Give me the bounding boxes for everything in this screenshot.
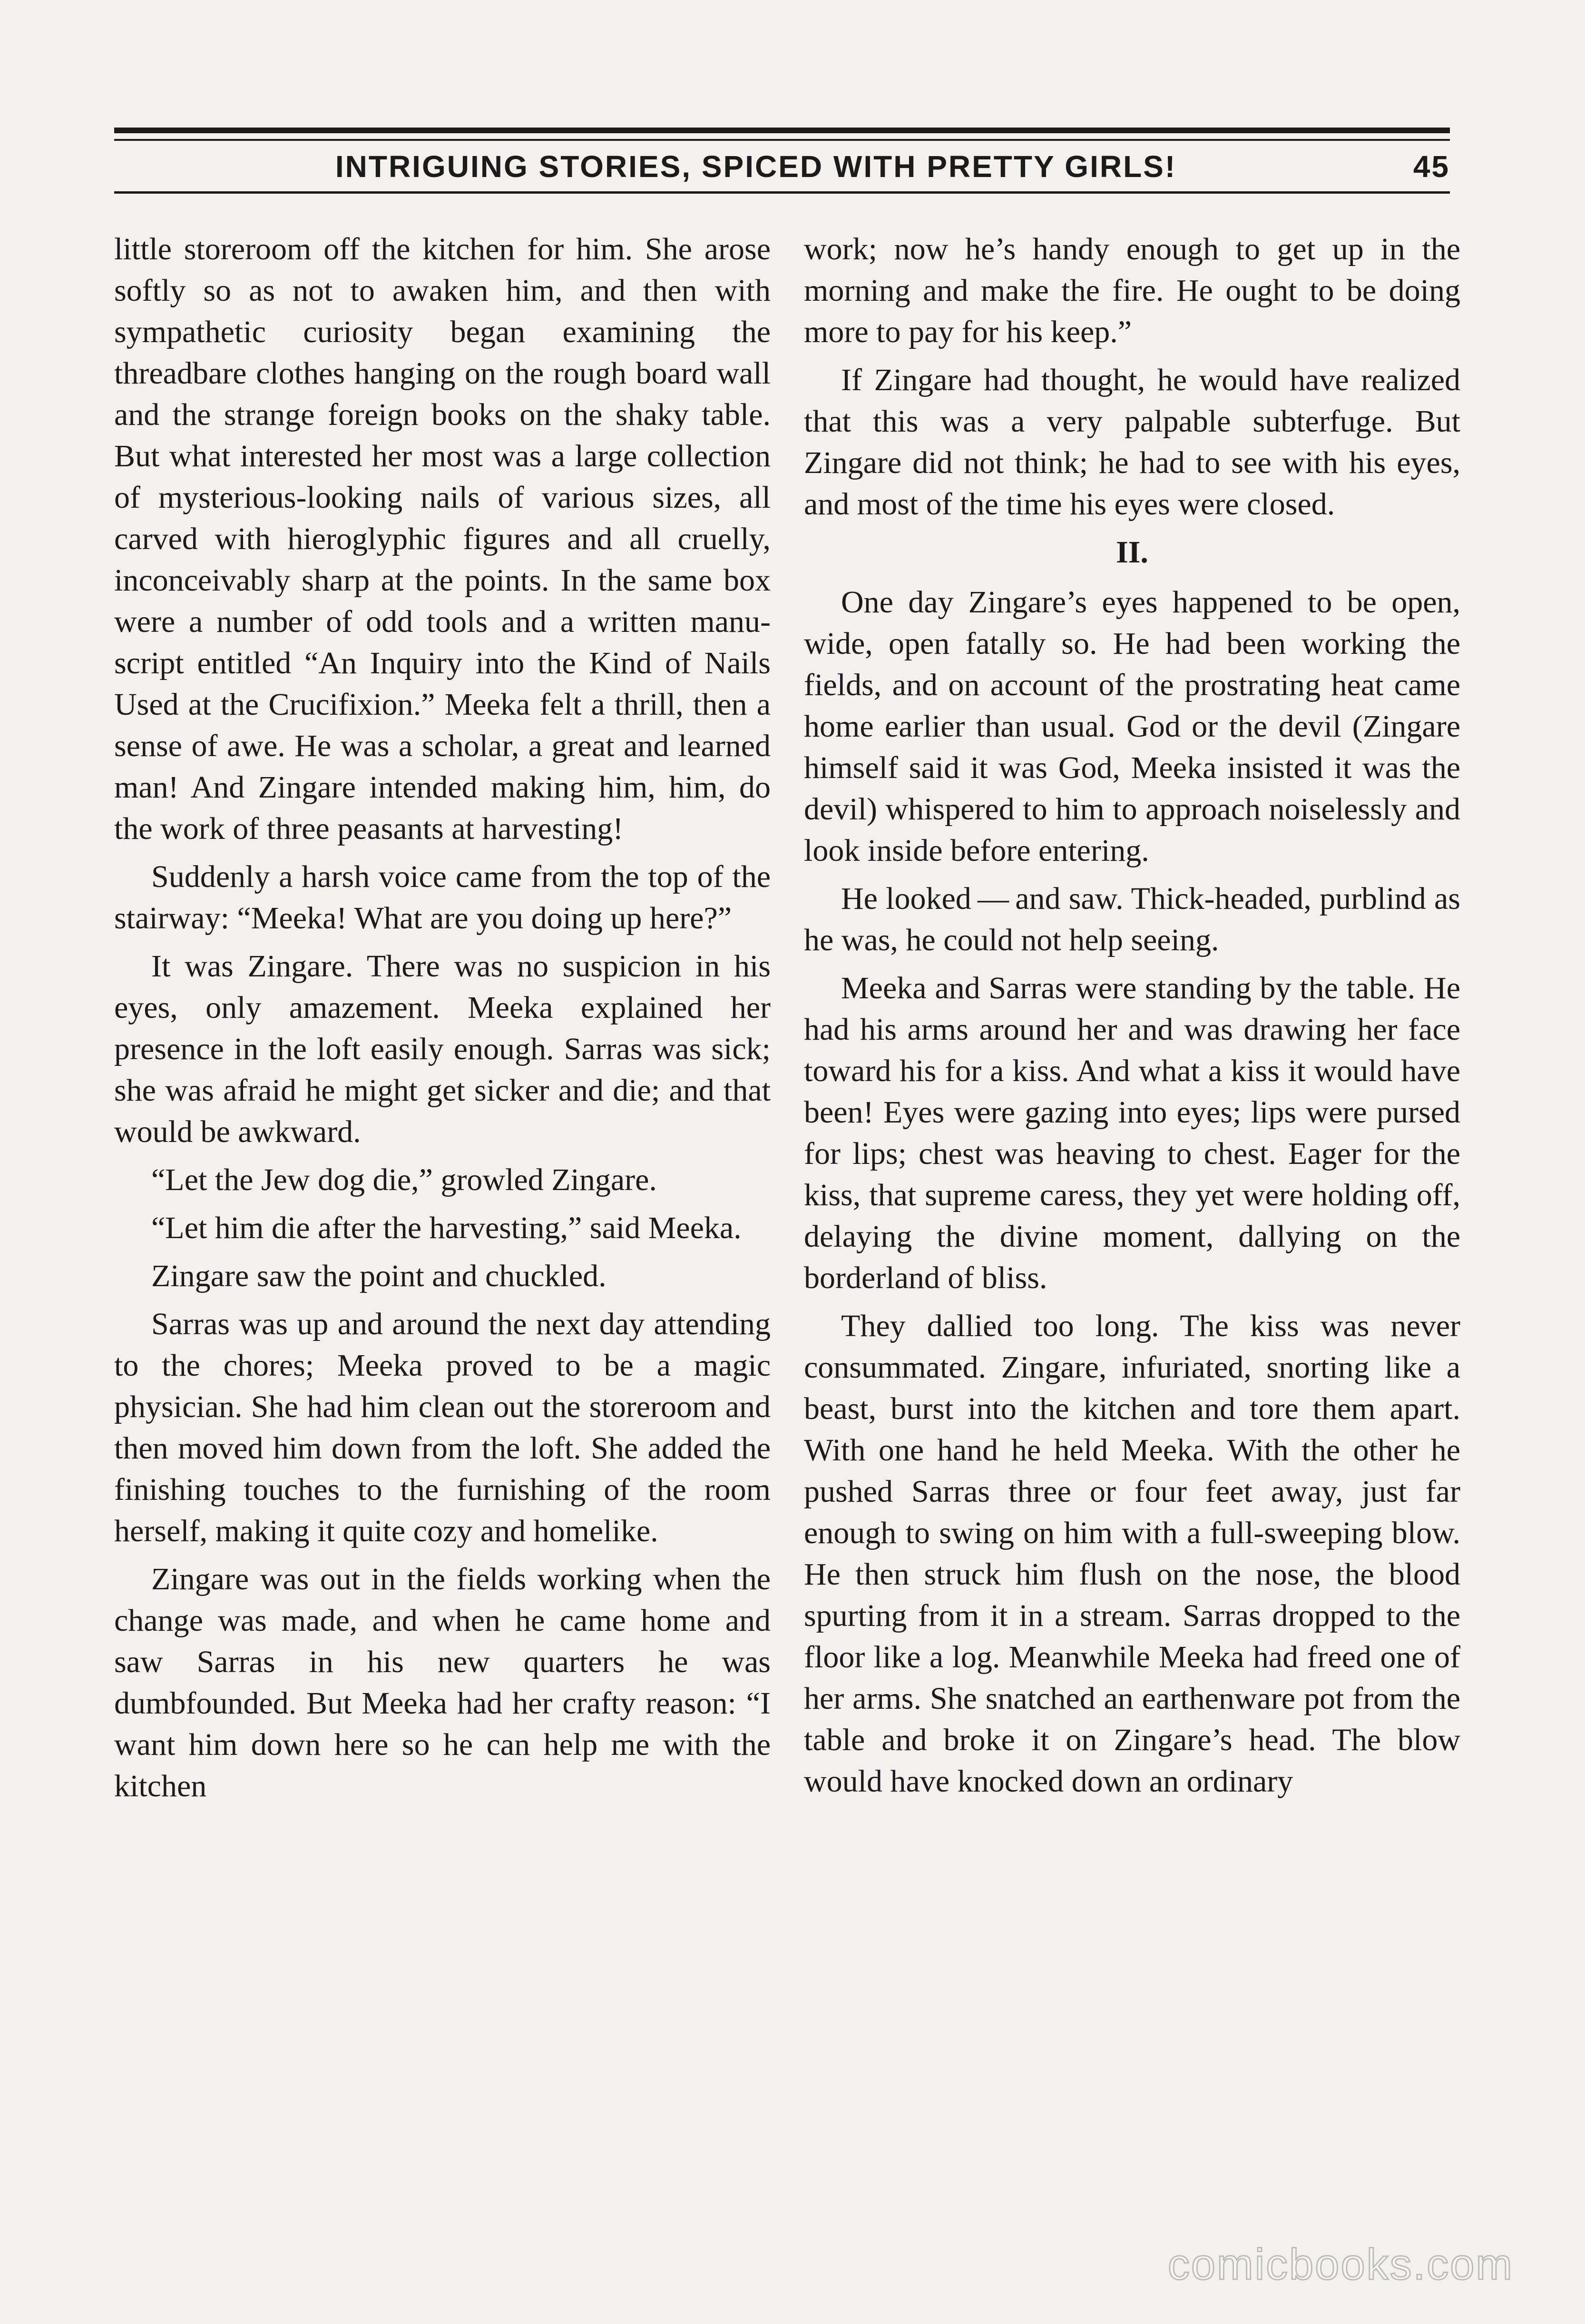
left-column	[114, 228, 771, 1813]
paragraph: He looked — and saw. Thick-headed, purblind as he was, he could not help seeing.	[804, 881, 1460, 957]
paragraph: If Zingare had thought, he would have realized that this was a very palpable subterfuge. But Zingare did not think; he had to see with his eyes, and most of the time his eyes were closed.	[804, 363, 1460, 522]
header-rule-top-thin	[114, 139, 1450, 141]
paragraph: It was Zingare. There was no suspicion in his eyes, only amazement. Meeka explained her presence in the loft easily enough. Sarras was sick; she was afraid he might get sicker and die; and that would be awkward.	[114, 949, 771, 1149]
paragraph: Zingare was out in the fields working when the change was made, and when he came home and saw Sarras in his new quarters he was dumbfounded. But Meeka had her crafty reason: “I want him down here so he can help me with the kitchen	[114, 1562, 771, 1803]
paragraph: “Let him die after the harvesting,” said Meeka.	[151, 1211, 742, 1245]
paragraph: “Let the Jew dog die,” growled Zingare.	[151, 1162, 657, 1197]
section-heading: II.	[1116, 535, 1148, 570]
page-number: 45	[1413, 149, 1450, 184]
paragraph: Meeka and Sarras were standing by the table. He had his arms around her and was drawing her face toward his for a kiss. And what a kiss it would have been! Eyes were gazing into eyes; lips were pursed for lips; chest was heaving to chest. Eager for the kiss, that supreme caress, they yet were holding off, delaying the divine moment, dallying on the borderland of bliss.	[804, 971, 1460, 1295]
paragraph: One day Zingare’s eyes happened to be open, wide, open fatally so. He had been working the fields, and on account of the prostrating heat came home earlier than usual. God or the devil (Zingare himself said it was God, Meeka insisted it was the devil) whispered to him to approach noiselessly and look inside before entering.	[804, 585, 1460, 868]
paragraph: little storeroom off the kitchen for him. She arose softly so as not to awaken him, and then with sympathetic curiosity began examining the threadbare clothes hanging on the rough board wall and the strange foreign books on the shaky table. But what interested her most was a large collection of mysterious-looking nails of various sizes, all carved with hieroglyphic figures and all cruelly, inconceivably sharp at the points. In the same box were a number of odd tools and a written manuscript entitled “An Inquiry into the Kind of Nails Used at the Crucifixion.” Meeka felt a thrill, then a sense of awe. He was a scholar, a great and learned man! And Zingare intended making him, him, do the work of three peasants at harvesting!	[114, 232, 771, 846]
paragraph: Sarras was up and around the next day attending to the chores; Meeka proved to be a magic physician. She had him clean out the storeroom and then moved him down from the loft. She added the finishing touches to the furnishing of the room herself, making it quite cozy and homelike.	[114, 1307, 771, 1548]
paragraph: Zingare saw the point and chuckled.	[151, 1259, 607, 1293]
header-rule-top-thick	[114, 128, 1450, 133]
running-head	[114, 143, 1450, 190]
paragraph: work; now he’s handy enough to get up in the morning and make the fire. He ought to be doing more to pay for his keep.”	[804, 232, 1460, 349]
header-rule-bottom	[114, 191, 1450, 194]
running-head-title: INTRIGUING STORIES, SPICED WITH PRETTY GIRLS!	[335, 149, 1177, 184]
right-column	[804, 228, 1460, 1809]
paragraph: Suddenly a harsh voice came from the top of the stairway: “Meeka! What are you doing up here?”	[114, 859, 771, 936]
paragraph: They dallied too long. The kiss was never consummated. Zingare, infuriated, snorting like a beast, burst into the kitchen and tore them apart. With one hand he held Meeka. With the other he pushed Sarras three or four feet away, just far enough to swing on him with a full-sweeping blow. He then struck him flush on the nose, the blood spurting from it in a stream. Sarras dropped to the floor like a log. Meanwhile Meeka had freed one of her arms. She snatched an earthenware pot from the table and broke it on Zingare’s head. The blow would have knocked down an ordinary	[804, 1309, 1460, 1799]
watermark: comicbooks.com	[1167, 2240, 1514, 2289]
